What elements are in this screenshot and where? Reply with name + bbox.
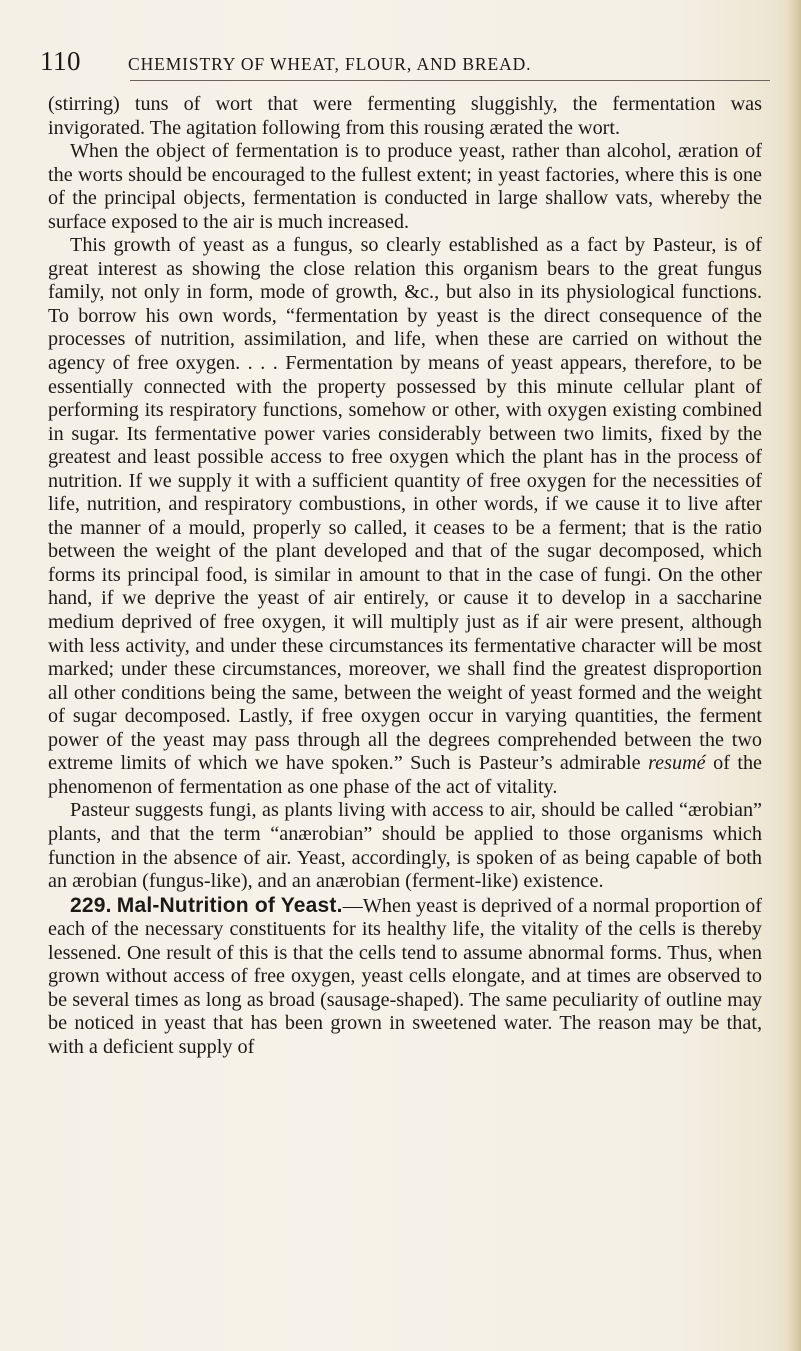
- pasteur-quote-text: This growth of yeast as a fungus, so clearly established as a fact by Pasteur, is of great interest as showing the close relation this organism bears to the great fungus family, not only in form, mode of growth, &c., but also in its physiological functions. To borrow his own words, “fermentation by yeast is the direct consequence of the processes of nutrition, assimilation, and life, when these are carried on without the agency of free oxygen. . . . Fermentation by means of yeast appears, therefore, to be essentially connected with the property possessed by this minute cellular plant of performing its respiratory functions, somehow or other, with oxygen existing combined in sugar. Its fermentative power varies considerably between two limits, fixed by the greatest and least possible access to free oxygen which the plant has in the process of nutrition. If we supply it with a sufficient quantity of free oxygen for the necessities of life, nutrition, and respiratory combustions, in other words, if we cause it to live after the manner of a mould, properly so called, it ceases to be a ferment; that is the ratio between the weight of the plant developed and that of the sugar decomposed, which forms its principal food, is similar in amount to that in the case of fungi. On the other hand, if we deprive the yeast of air entirely, or cause it to develop in a saccharine medium deprived of free oxygen, it will multiply just as if air were present, although with less activity, and under these circumstances its fermentative character will be most marked; under these circumstances, moreover, we shall find the greatest disproportion all other conditions being the same, between the weight of yeast formed and the weight of sugar decomposed. Lastly, if free oxygen occur in varying quantities, the ferment power of the yeast may pass through all the degrees comprehended between the two extreme limits of which we have spoken.” Such is Pasteur’s admirable: [48, 234, 762, 775]
- pasteur-quote-tail: of the phenomenon of fermentation as one phase of the act of vitality.: [48, 752, 763, 798]
- section-number: 229.: [70, 893, 112, 917]
- body-text: [48, 93, 762, 1059]
- page-header: [40, 46, 760, 86]
- paragraph-aeration: When the object of fermentation is to produce yeast, rather than alcohol, æration of the worts should be encouraged to the fullest extent; in yeast factories, where this is one of the principal objects, fermentation is conducted in large shallow vats, whereby the surface exposed to the air is much increased.: [48, 140, 762, 233]
- header-rule: [130, 80, 770, 81]
- paragraph-continuation: (stirring) tuns of wort that were fermenting sluggishly, the fermentation was invigorated. The agitation following from this rousing ærated the wort.: [48, 93, 762, 139]
- resume-italic: resumé: [648, 752, 706, 775]
- page-edge-shadow: [787, 0, 801, 1351]
- paragraph-pasteur-quote: [48, 234, 762, 799]
- page-number: 110: [40, 46, 81, 76]
- paragraph-aerobian: Pasteur suggests fungi, as plants living with access to air, should be called “ærobian” plants, and that the term “anærobian” should be applied to those organisms which function in the absence of air. Yeast, accordingly, is spoken of as being capable of both an ærobian (fungus-like), and an anærobian (ferment-like) existence.: [48, 799, 762, 893]
- paragraph-mal-nutrition: [48, 894, 762, 1060]
- running-head: CHEMISTRY OF WHEAT, FLOUR, AND BREAD.: [128, 54, 532, 74]
- mal-nutrition-text: —When yeast is deprived of a normal proportion of each of the necessary constituents for its healthy life, the vitality of the cells is thereby lessened. One result of this is that the cells tend to assume abnormal forms. Thus, when grown without access of free oxygen, yeast cells elongate, and at times are observed to be several times as long as broad (sausage-shaped). The same peculiarity of outline may be noticed in yeast that has been grown in sweetened water. The reason may be that, with a deficient supply of: [48, 894, 763, 1058]
- section-heading: Mal-Nutrition of Yeast.: [116, 893, 343, 917]
